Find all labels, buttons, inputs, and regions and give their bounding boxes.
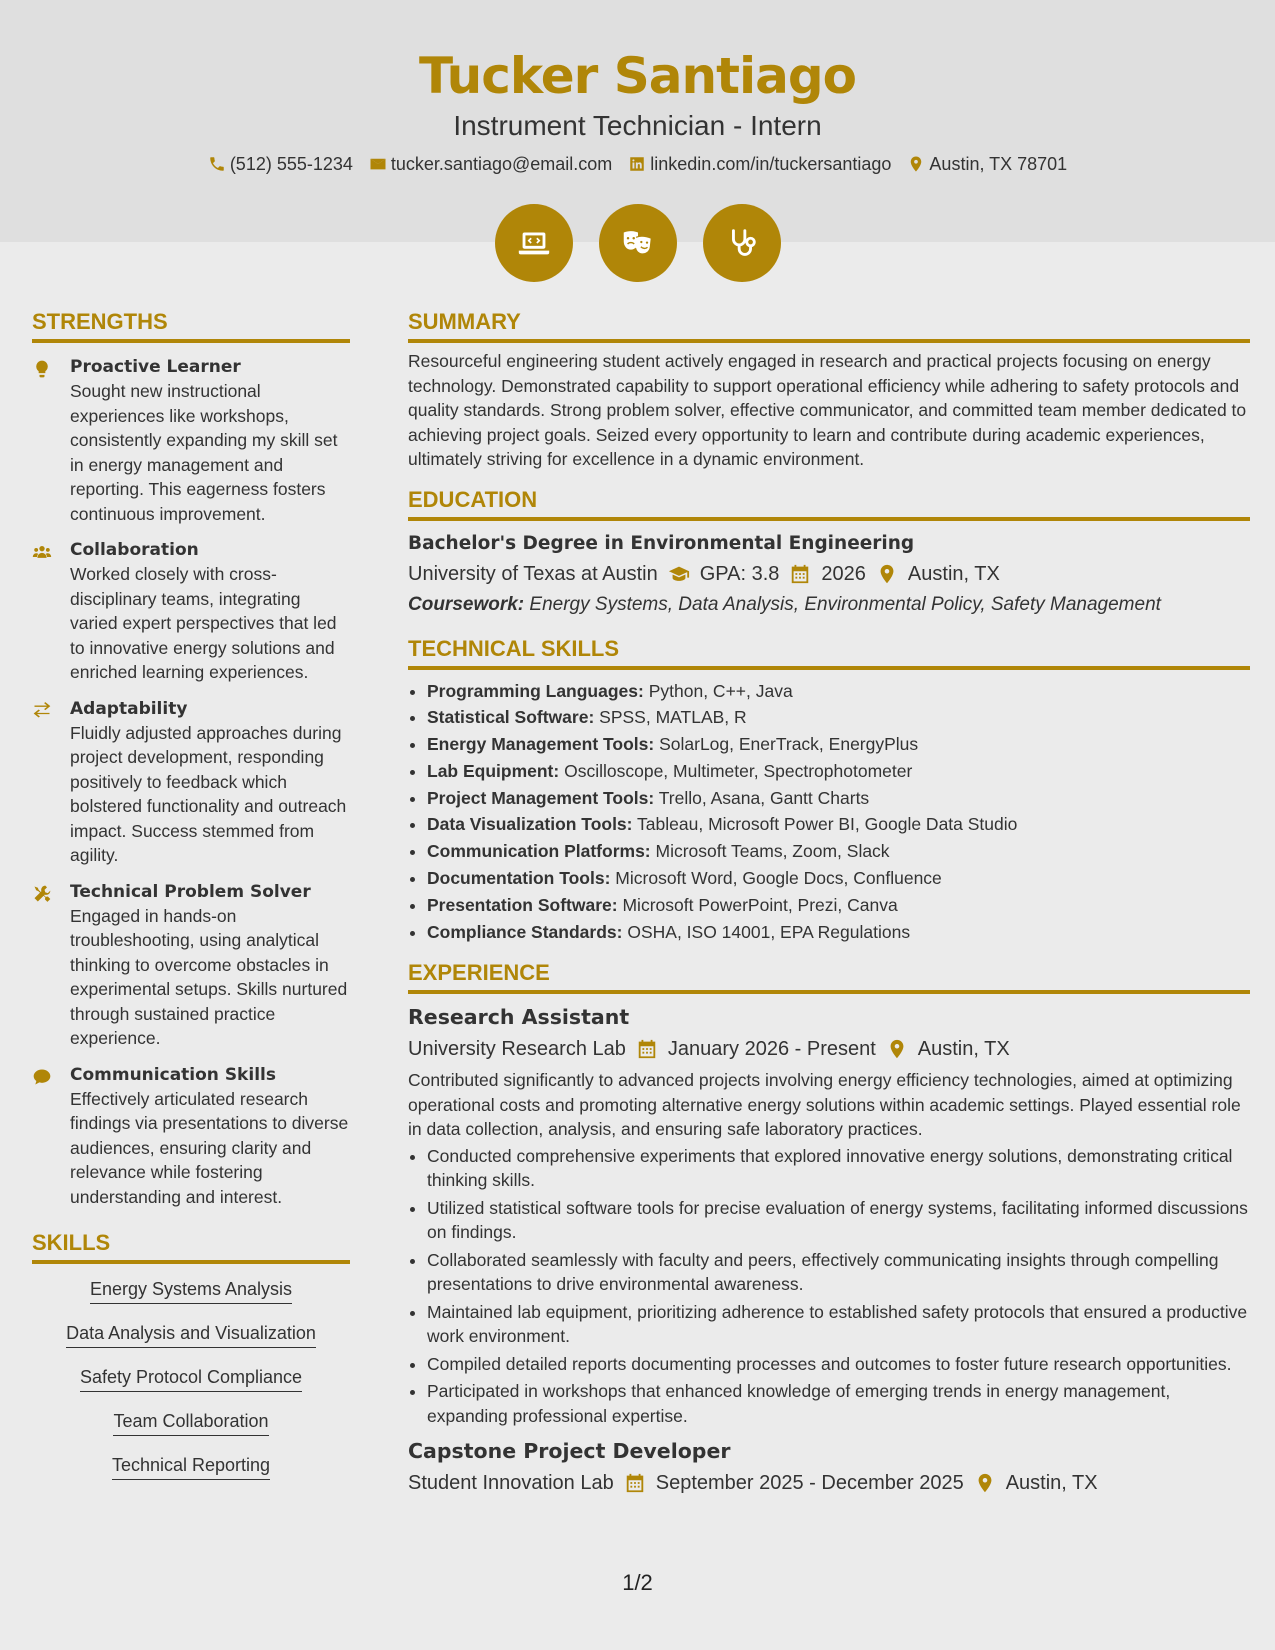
job-bullets [408, 1144, 1250, 1429]
job-org: Student Innovation Lab [408, 1472, 614, 1495]
strength-title: Communication Skills [70, 1064, 276, 1085]
list-item [427, 704, 1250, 731]
technical-skills-heading: TECHNICAL SKILLS [408, 635, 1250, 670]
strengths-heading: STRENGTHS [32, 308, 350, 343]
list-item [427, 838, 1250, 865]
list-item: • Maintained lab equipment, prioritizing adherence to established safety protocols that ensured a productive work environment. [427, 1300, 1250, 1349]
exchange-icon [32, 701, 52, 721]
candidate-name: Tucker Santiago [418, 47, 856, 105]
linkedin-icon [628, 155, 646, 173]
skill-category: Project Management Tools: [427, 787, 655, 808]
interest-badges [0, 204, 1275, 282]
stethoscope-icon [723, 224, 761, 262]
contact-location [907, 151, 1067, 177]
list-item: • Conducted comprehensive experiments that explored innovative energy solutions, demonstrating critical thinking skills. [427, 1144, 1250, 1193]
graduation-cap-icon [668, 563, 690, 585]
education-meta [408, 559, 1250, 589]
skill-values: Microsoft PowerPoint, Prezi, Canva [622, 894, 898, 915]
education-location: Austin, TX [907, 562, 1000, 585]
page-number: 1/2 [622, 1570, 653, 1595]
skill-tag: Energy Systems Analysis [90, 1278, 292, 1304]
skill-tag: Safety Protocol Compliance [80, 1366, 302, 1392]
list-item: • Participated in workshops that enhanced knowledge of emerging trends in energy management, expanding professional expertise. [427, 1379, 1250, 1428]
job-org: University Research Lab [408, 1038, 626, 1061]
job-title: Research Assistant [408, 1005, 630, 1030]
list-item: • Utilized statistical software tools for precise evaluation of energy systems, facilitating informed discussions on findings. [427, 1196, 1250, 1245]
location-icon [886, 1038, 908, 1060]
contact-phone-text: (512) 555-1234 [229, 154, 353, 174]
job-dates: September 2025 - December 2025 [655, 1472, 964, 1495]
right-column [408, 308, 1250, 1498]
list-item: • Compiled detailed reports documenting processes and outcomes to foster future research opportunities. [427, 1352, 1250, 1377]
gpa: GPA: 3.8 [699, 562, 780, 585]
calendar-icon [636, 1038, 658, 1060]
list-item [427, 919, 1250, 946]
strength-desc: Effectively articulated research findings via presentations to diverse audiences, ensuring clarity and relevance while fostering understanding and interest. [70, 1088, 349, 1207]
coursework-list: Energy Systems, Data Analysis, Environmental Policy, Safety Management [529, 593, 1161, 615]
strength-item [32, 355, 350, 526]
skill-values: Python, C++, Java [648, 680, 793, 701]
badge-laptop [495, 204, 573, 282]
list-item [427, 758, 1250, 785]
skills-heading: SKILLS [32, 1229, 350, 1264]
theater-masks-icon [619, 224, 657, 262]
graduation-year: 2026 [821, 562, 866, 585]
summary-heading: SUMMARY [408, 308, 1250, 343]
badge-masks [599, 204, 677, 282]
skill-category: Presentation Software: [427, 894, 618, 915]
job-meta [408, 1468, 1250, 1498]
strength-desc: Engaged in hands-on troubleshooting, using analytical thinking to overcome obstacles in experimental setups. Skills nurtured through sustained practice experience. [70, 905, 348, 1048]
job-meta [408, 1034, 1250, 1064]
strength-item [32, 697, 350, 868]
strength-desc: Sought new instructional experiences like workshops, consistently expanding my skill set in energy management and reporting. This eagerness fosters continuous improvement. [70, 381, 338, 524]
coursework-label: Coursework: [408, 593, 525, 615]
strength-item [32, 880, 350, 1051]
lightbulb-icon [32, 359, 52, 379]
tools-icon [32, 884, 52, 904]
list-item [427, 865, 1250, 892]
skill-category: Data Visualization Tools: [427, 814, 633, 835]
skill-category: Documentation Tools: [427, 868, 611, 889]
strength-title: Proactive Learner [70, 357, 241, 377]
coursework [408, 591, 1250, 619]
list-item [427, 811, 1250, 838]
strength-title: Adaptability [70, 698, 188, 719]
email-icon [369, 155, 387, 173]
skill-category: Lab Equipment: [427, 760, 560, 781]
left-column [32, 308, 350, 1480]
laptop-code-icon [515, 224, 553, 262]
job-location: Austin, TX [917, 1038, 1010, 1061]
degree-title: Bachelor's Degree in Environmental Engineering [408, 532, 915, 554]
contact-linkedin-text: linkedin.com/in/tuckersantiago [650, 154, 892, 174]
location-icon [907, 155, 925, 173]
experience-heading: EXPERIENCE [408, 959, 1250, 994]
skill-values: SPSS, MATLAB, R [599, 707, 747, 728]
contact-location-text: Austin, TX 78701 [929, 154, 1068, 174]
comment-icon [32, 1067, 52, 1087]
skills-list [32, 1278, 350, 1480]
list-item [427, 785, 1250, 812]
skill-values: SolarLog, EnerTrack, EnergyPlus [659, 734, 919, 755]
badge-stethoscope [703, 204, 781, 282]
strength-desc: Fluidly adjusted approaches during project development, responding positively to feedback which bolstered functionality and outreach impact. Success stemmed from agility. [70, 722, 347, 865]
skill-category: Statistical Software: [427, 707, 595, 728]
contact-bar [0, 151, 1275, 177]
school-name: University of Texas at Austin [408, 562, 658, 585]
contact-email-text: tucker.santiago@email.com [390, 154, 613, 174]
skill-values: Oscilloscope, Multimeter, Spectrophotometer [564, 760, 913, 781]
strength-item [32, 538, 350, 685]
skill-tag: Technical Reporting [112, 1454, 270, 1480]
strength-title: Technical Problem Solver [70, 881, 311, 902]
technical-skills-list [408, 678, 1250, 946]
calendar-icon [624, 1472, 646, 1494]
calendar-icon [789, 563, 811, 585]
skill-category: Programming Languages: [427, 680, 644, 701]
strength-title: Collaboration [70, 540, 199, 560]
job-dates: January 2026 - Present [667, 1038, 876, 1061]
skill-category: Compliance Standards: [427, 921, 623, 942]
contact-email[interactable] [369, 151, 612, 177]
skill-category: Communication Platforms: [427, 841, 651, 862]
strength-item [32, 1063, 350, 1210]
skill-values: Tableau, Microsoft Power BI, Google Data Studio [637, 814, 1018, 835]
phone-icon [208, 155, 226, 173]
list-item [427, 731, 1250, 758]
skill-category: Energy Management Tools: [427, 734, 655, 755]
job-title: Instrument Technician - Intern [453, 110, 822, 141]
contact-phone [208, 151, 353, 177]
location-icon [974, 1472, 996, 1494]
contact-linkedin[interactable] [628, 151, 891, 177]
summary-text: Resourceful engineering student actively engaged in research and practical projects focusing on energy technology. Demonstrated capability to support operational efficiency while adhering to safety protocols and quality standards. Strong problem solver, effective communicator, and committed team member dedicated to achieving project goals. Seized every opportunity to learn and contribute during academic experiences, ultimately striving for excellence in a dynamic environment. [408, 351, 1247, 469]
job-location: Austin, TX [1005, 1472, 1098, 1495]
skill-values: Trello, Asana, Gantt Charts [658, 787, 870, 808]
skill-tag: Team Collaboration [113, 1410, 268, 1436]
list-item: • Collaborated seamlessly with faculty and peers, effectively communicating insights through compelling presentations to drive environmental awareness. [427, 1248, 1250, 1297]
location-icon [876, 563, 898, 585]
users-icon [32, 542, 52, 562]
job-title: Capstone Project Developer [408, 1439, 731, 1464]
list-item [427, 892, 1250, 919]
skill-values: Microsoft Word, Google Docs, Confluence [615, 868, 942, 889]
list-item [427, 678, 1250, 705]
skill-values: Microsoft Teams, Zoom, Slack [655, 841, 890, 862]
education-heading: EDUCATION [408, 486, 1250, 521]
skill-tag: Data Analysis and Visualization [66, 1322, 316, 1348]
strength-desc: Worked closely with cross-disciplinary teams, integrating varied expert perspectives that led to innovative energy solutions and enriched learning experiences. [70, 564, 337, 682]
job-summary: Contributed significantly to advanced projects involving energy efficiency technologies, aimed at optimizing operational costs and promoting alternative energy solutions within academic settings. Played essential role in data collection, analysis, and ensuring safe laboratory practices. [408, 1070, 1241, 1140]
skill-values: OSHA, ISO 14001, EPA Regulations [627, 921, 911, 942]
